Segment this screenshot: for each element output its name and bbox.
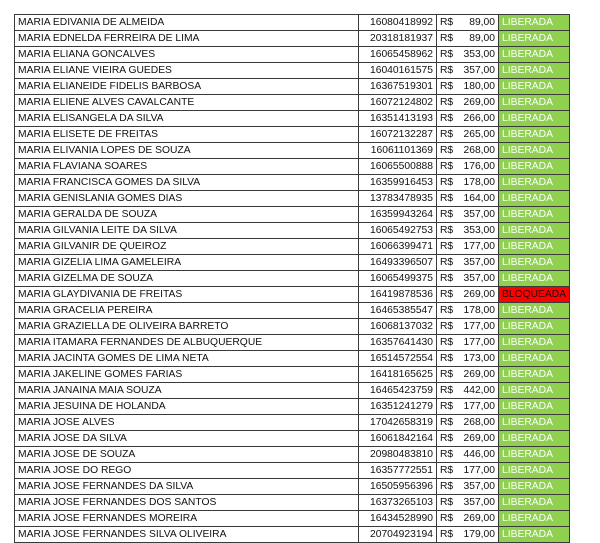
status-cell: LIBERADA bbox=[499, 47, 570, 63]
status-cell: LIBERADA bbox=[499, 399, 570, 415]
status-cell: LIBERADA bbox=[499, 495, 570, 511]
name-cell: MARIA GRACELIA PEREIRA bbox=[15, 303, 359, 319]
name-cell: MARIA JOSE FERNANDES DOS SANTOS bbox=[15, 495, 359, 511]
currency-cell: R$ bbox=[437, 63, 461, 79]
amount-cell: 353,00 bbox=[461, 223, 499, 239]
table-row bbox=[15, 255, 570, 271]
currency-cell: R$ bbox=[437, 367, 461, 383]
table-row bbox=[15, 495, 570, 511]
table-row bbox=[15, 447, 570, 463]
table-row bbox=[15, 367, 570, 383]
amount-cell: 178,00 bbox=[461, 303, 499, 319]
currency-cell: R$ bbox=[437, 399, 461, 415]
number-cell: 16061101369 bbox=[359, 143, 437, 159]
amount-cell: 164,00 bbox=[461, 191, 499, 207]
amount-cell: 265,00 bbox=[461, 127, 499, 143]
status-cell: LIBERADA bbox=[499, 335, 570, 351]
currency-cell: R$ bbox=[437, 271, 461, 287]
currency-cell: R$ bbox=[437, 431, 461, 447]
table-row bbox=[15, 415, 570, 431]
table-row bbox=[15, 207, 570, 223]
currency-cell: R$ bbox=[437, 495, 461, 511]
status-cell: LIBERADA bbox=[499, 527, 570, 543]
table-row bbox=[15, 383, 570, 399]
beneficiary-table bbox=[14, 14, 570, 543]
currency-cell: R$ bbox=[437, 159, 461, 175]
currency-cell: R$ bbox=[437, 303, 461, 319]
number-cell: 16359943264 bbox=[359, 207, 437, 223]
status-cell: LIBERADA bbox=[499, 175, 570, 191]
number-cell: 16357641430 bbox=[359, 335, 437, 351]
name-cell: MARIA GENISLANIA GOMES DIAS bbox=[15, 191, 359, 207]
name-cell: MARIA ELIANA GONCALVES bbox=[15, 47, 359, 63]
amount-cell: 266,00 bbox=[461, 111, 499, 127]
number-cell: 16357772551 bbox=[359, 463, 437, 479]
name-cell: MARIA FLAVIANA SOARES bbox=[15, 159, 359, 175]
currency-cell: R$ bbox=[437, 287, 461, 303]
amount-cell: 269,00 bbox=[461, 431, 499, 447]
name-cell: MARIA ELIANEIDE FIDELIS BARBOSA bbox=[15, 79, 359, 95]
name-cell: MARIA GIZELIA LIMA GAMELEIRA bbox=[15, 255, 359, 271]
table-row bbox=[15, 271, 570, 287]
amount-cell: 177,00 bbox=[461, 239, 499, 255]
status-cell: LIBERADA bbox=[499, 351, 570, 367]
table-body bbox=[15, 15, 570, 543]
number-cell: 16066399471 bbox=[359, 239, 437, 255]
name-cell: MARIA JOSE FERNANDES DA SILVA bbox=[15, 479, 359, 495]
status-cell: LIBERADA bbox=[499, 191, 570, 207]
status-cell: LIBERADA bbox=[499, 303, 570, 319]
currency-cell: R$ bbox=[437, 319, 461, 335]
number-cell: 16065499375 bbox=[359, 271, 437, 287]
status-cell: LIBERADA bbox=[499, 159, 570, 175]
amount-cell: 180,00 bbox=[461, 79, 499, 95]
status-cell: LIBERADA bbox=[499, 511, 570, 527]
table-row bbox=[15, 143, 570, 159]
status-cell: LIBERADA bbox=[499, 207, 570, 223]
currency-cell: R$ bbox=[437, 175, 461, 191]
amount-cell: 178,00 bbox=[461, 175, 499, 191]
name-cell: MARIA JOSE DA SILVA bbox=[15, 431, 359, 447]
amount-cell: 442,00 bbox=[461, 383, 499, 399]
name-cell: MARIA GERALDA DE SOUZA bbox=[15, 207, 359, 223]
table-row bbox=[15, 31, 570, 47]
status-cell: LIBERADA bbox=[499, 127, 570, 143]
number-cell: 16072124802 bbox=[359, 95, 437, 111]
name-cell: MARIA JOSE DE SOUZA bbox=[15, 447, 359, 463]
number-cell: 16434528990 bbox=[359, 511, 437, 527]
name-cell: MARIA JACINTA GOMES DE LIMA NETA bbox=[15, 351, 359, 367]
number-cell: 17042658319 bbox=[359, 415, 437, 431]
amount-cell: 177,00 bbox=[461, 399, 499, 415]
number-cell: 20704923194 bbox=[359, 527, 437, 543]
currency-cell: R$ bbox=[437, 415, 461, 431]
status-cell: LIBERADA bbox=[499, 143, 570, 159]
table-row bbox=[15, 303, 570, 319]
name-cell: MARIA ELIANE VIEIRA GUEDES bbox=[15, 63, 359, 79]
table-row bbox=[15, 95, 570, 111]
amount-cell: 357,00 bbox=[461, 255, 499, 271]
status-cell: LIBERADA bbox=[499, 31, 570, 47]
amount-cell: 177,00 bbox=[461, 335, 499, 351]
name-cell: MARIA JANAINA MAIA SOUZA bbox=[15, 383, 359, 399]
number-cell: 16465423759 bbox=[359, 383, 437, 399]
status-cell: LIBERADA bbox=[499, 415, 570, 431]
amount-cell: 357,00 bbox=[461, 63, 499, 79]
status-cell: LIBERADA bbox=[499, 271, 570, 287]
status-cell: LIBERADA bbox=[499, 463, 570, 479]
amount-cell: 446,00 bbox=[461, 447, 499, 463]
currency-cell: R$ bbox=[437, 223, 461, 239]
status-cell: LIBERADA bbox=[499, 79, 570, 95]
name-cell: MARIA ELIENE ALVES CAVALCANTE bbox=[15, 95, 359, 111]
name-cell: MARIA ELIVANIA LOPES DE SOUZA bbox=[15, 143, 359, 159]
name-cell: MARIA FRANCISCA GOMES DA SILVA bbox=[15, 175, 359, 191]
amount-cell: 176,00 bbox=[461, 159, 499, 175]
number-cell: 16373265103 bbox=[359, 495, 437, 511]
amount-cell: 357,00 bbox=[461, 479, 499, 495]
name-cell: MARIA JOSE DO REGO bbox=[15, 463, 359, 479]
number-cell: 13783478935 bbox=[359, 191, 437, 207]
table-row bbox=[15, 111, 570, 127]
amount-cell: 89,00 bbox=[461, 31, 499, 47]
currency-cell: R$ bbox=[437, 527, 461, 543]
table-row bbox=[15, 239, 570, 255]
number-cell: 16351241279 bbox=[359, 399, 437, 415]
table-row bbox=[15, 335, 570, 351]
name-cell: MARIA JESUINA DE HOLANDA bbox=[15, 399, 359, 415]
table-row bbox=[15, 351, 570, 367]
amount-cell: 357,00 bbox=[461, 495, 499, 511]
amount-cell: 269,00 bbox=[461, 511, 499, 527]
status-cell: LIBERADA bbox=[499, 223, 570, 239]
currency-cell: R$ bbox=[437, 447, 461, 463]
table-row bbox=[15, 47, 570, 63]
table-row bbox=[15, 63, 570, 79]
amount-cell: 357,00 bbox=[461, 271, 499, 287]
number-cell: 16061842164 bbox=[359, 431, 437, 447]
name-cell: MARIA GILVANIR DE QUEIROZ bbox=[15, 239, 359, 255]
status-cell: LIBERADA bbox=[499, 431, 570, 447]
table-row bbox=[15, 527, 570, 543]
currency-cell: R$ bbox=[437, 111, 461, 127]
number-cell: 20980483810 bbox=[359, 447, 437, 463]
amount-cell: 177,00 bbox=[461, 463, 499, 479]
name-cell: MARIA GIZELMA DE SOUZA bbox=[15, 271, 359, 287]
table-row bbox=[15, 479, 570, 495]
number-cell: 16351413193 bbox=[359, 111, 437, 127]
number-cell: 16065492753 bbox=[359, 223, 437, 239]
table-row bbox=[15, 399, 570, 415]
name-cell: MARIA JAKELINE GOMES FARIAS bbox=[15, 367, 359, 383]
currency-cell: R$ bbox=[437, 463, 461, 479]
table-row bbox=[15, 15, 570, 31]
status-cell: LIBERADA bbox=[499, 447, 570, 463]
currency-cell: R$ bbox=[437, 15, 461, 31]
number-cell: 16465385547 bbox=[359, 303, 437, 319]
currency-cell: R$ bbox=[437, 383, 461, 399]
table-row bbox=[15, 191, 570, 207]
number-cell: 16065500888 bbox=[359, 159, 437, 175]
amount-cell: 269,00 bbox=[461, 287, 499, 303]
table-row bbox=[15, 319, 570, 335]
name-cell: MARIA GRAZIELLA DE OLIVEIRA BARRETO bbox=[15, 319, 359, 335]
number-cell: 20318181937 bbox=[359, 31, 437, 47]
status-cell: LIBERADA bbox=[499, 239, 570, 255]
amount-cell: 177,00 bbox=[461, 319, 499, 335]
status-cell: LIBERADA bbox=[499, 367, 570, 383]
currency-cell: R$ bbox=[437, 95, 461, 111]
currency-cell: R$ bbox=[437, 239, 461, 255]
status-cell: BLOQUEADA bbox=[499, 287, 570, 303]
currency-cell: R$ bbox=[437, 191, 461, 207]
currency-cell: R$ bbox=[437, 143, 461, 159]
table-row bbox=[15, 431, 570, 447]
status-cell: LIBERADA bbox=[499, 15, 570, 31]
number-cell: 16359916453 bbox=[359, 175, 437, 191]
amount-cell: 173,00 bbox=[461, 351, 499, 367]
number-cell: 16068137032 bbox=[359, 319, 437, 335]
amount-cell: 179,00 bbox=[461, 527, 499, 543]
number-cell: 16505956396 bbox=[359, 479, 437, 495]
number-cell: 16072132287 bbox=[359, 127, 437, 143]
status-cell: LIBERADA bbox=[499, 111, 570, 127]
currency-cell: R$ bbox=[437, 31, 461, 47]
amount-cell: 353,00 bbox=[461, 47, 499, 63]
table-row bbox=[15, 223, 570, 239]
currency-cell: R$ bbox=[437, 335, 461, 351]
currency-cell: R$ bbox=[437, 255, 461, 271]
name-cell: MARIA GILVANIA LEITE DA SILVA bbox=[15, 223, 359, 239]
name-cell: MARIA ELISANGELA DA SILVA bbox=[15, 111, 359, 127]
status-cell: LIBERADA bbox=[499, 319, 570, 335]
name-cell: MARIA ELISETE DE FREITAS bbox=[15, 127, 359, 143]
currency-cell: R$ bbox=[437, 207, 461, 223]
name-cell: MARIA ITAMARA FERNANDES DE ALBUQUERQUE bbox=[15, 335, 359, 351]
status-cell: LIBERADA bbox=[499, 479, 570, 495]
number-cell: 16065458962 bbox=[359, 47, 437, 63]
name-cell: MARIA JOSE FERNANDES MOREIRA bbox=[15, 511, 359, 527]
number-cell: 16419878536 bbox=[359, 287, 437, 303]
amount-cell: 89,00 bbox=[461, 15, 499, 31]
table-row bbox=[15, 175, 570, 191]
currency-cell: R$ bbox=[437, 47, 461, 63]
amount-cell: 268,00 bbox=[461, 143, 499, 159]
number-cell: 16080418992 bbox=[359, 15, 437, 31]
status-cell: LIBERADA bbox=[499, 255, 570, 271]
currency-cell: R$ bbox=[437, 351, 461, 367]
table-row bbox=[15, 79, 570, 95]
name-cell: MARIA GLAYDIVANIA DE FREITAS bbox=[15, 287, 359, 303]
amount-cell: 269,00 bbox=[461, 95, 499, 111]
table-row bbox=[15, 159, 570, 175]
amount-cell: 269,00 bbox=[461, 367, 499, 383]
currency-cell: R$ bbox=[437, 479, 461, 495]
amount-cell: 268,00 bbox=[461, 415, 499, 431]
currency-cell: R$ bbox=[437, 127, 461, 143]
number-cell: 16514572554 bbox=[359, 351, 437, 367]
currency-cell: R$ bbox=[437, 79, 461, 95]
number-cell: 16418165625 bbox=[359, 367, 437, 383]
name-cell: MARIA JOSE FERNANDES SILVA OLIVEIRA bbox=[15, 527, 359, 543]
name-cell: MARIA EDIVANIA DE ALMEIDA bbox=[15, 15, 359, 31]
table-row bbox=[15, 127, 570, 143]
number-cell: 16367519301 bbox=[359, 79, 437, 95]
currency-cell: R$ bbox=[437, 511, 461, 527]
table-row bbox=[15, 287, 570, 303]
number-cell: 16493396507 bbox=[359, 255, 437, 271]
name-cell: MARIA JOSE ALVES bbox=[15, 415, 359, 431]
amount-cell: 357,00 bbox=[461, 207, 499, 223]
status-cell: LIBERADA bbox=[499, 383, 570, 399]
name-cell: MARIA EDNELDA FERREIRA DE LIMA bbox=[15, 31, 359, 47]
number-cell: 16040161575 bbox=[359, 63, 437, 79]
status-cell: LIBERADA bbox=[499, 63, 570, 79]
table-row bbox=[15, 463, 570, 479]
status-cell: LIBERADA bbox=[499, 95, 570, 111]
